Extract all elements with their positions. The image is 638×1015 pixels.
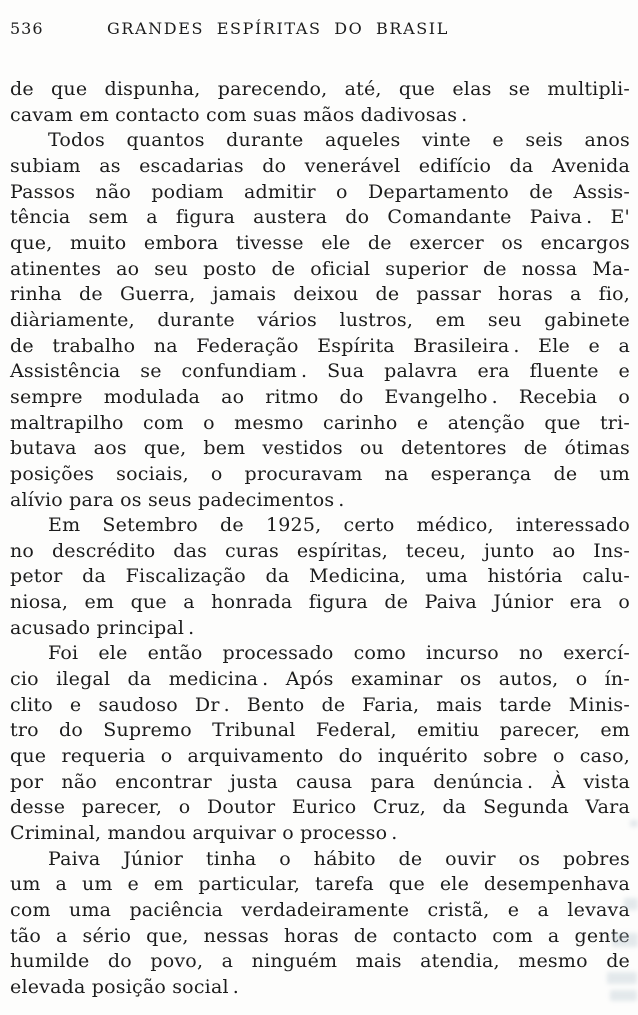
text-line: atinentes ao seu posto de oficial superior de nossa Ma- — [10, 257, 630, 280]
text-line: Passos não podiam admitir o Departamento de Assis- — [10, 180, 630, 203]
text-line: Foi ele então processado como incurso no exercí- — [48, 642, 630, 665]
text-line: acusado principal . — [10, 616, 195, 639]
text-line: Paiva Júnior tinha o hábito de ouvir os pobres — [48, 847, 630, 870]
paragraph — [10, 641, 630, 846]
paragraph — [10, 128, 630, 513]
text-line: butava aos que, bem vestidos ou detentores de ótimas — [10, 437, 630, 460]
text-line: que, muito embora tivesse ele de exercer os encargos — [10, 231, 630, 254]
paragraph — [10, 77, 630, 128]
text-line: humilde do povo, a ninguém mais atendia, mesmo de — [10, 950, 630, 973]
text-line: clito e saudoso Dr . Bento de Faria, mais tarde Minis- — [10, 693, 630, 716]
text-line: cavam em contacto com suas mãos dadivosas . — [10, 103, 468, 126]
bleed-through-artifact — [630, 820, 638, 827]
text-line: desse parecer, o Doutor Eurico Cruz, da Segunda Vara — [10, 796, 630, 819]
text-line: tão a sério que, nessas horas de contacto com a gente — [10, 924, 630, 947]
bleed-through-artifact — [607, 972, 637, 984]
text-line: tro do Supremo Tribunal Federal, emitiu parecer, em — [10, 719, 630, 742]
text-line: subiam as escadarias do venerável edifício da Avenida — [10, 154, 630, 177]
paragraph — [10, 513, 630, 641]
text-line: um a um e em particular, tarefa que ele desempenhava — [10, 873, 630, 896]
text-line: niosa, em que a honrada figura de Paiva Júnior era o — [10, 591, 630, 614]
text-line: com uma paciência verdadeiramente cristã, e a levava — [10, 899, 630, 921]
text-line: de trabalho na Federação Espírita Brasileira . Ele e a — [10, 334, 630, 357]
page-body-text — [10, 77, 630, 1001]
running-header — [10, 19, 628, 39]
text-line: Assistência se confundiam . Sua palavra era fluente e — [10, 360, 630, 383]
running-title: GRANDES ESPÍRITAS DO BRASIL — [107, 19, 449, 38]
bleed-through-artifact — [612, 933, 638, 947]
page-number: 536 — [10, 19, 44, 38]
text-line: por não encontrar justa causa para denúncia . À vista — [10, 770, 630, 793]
text-line: cio ilegal da medicina . Após examinar os autos, o ín- — [10, 668, 630, 691]
text-line: diàriamente, durante vários lustros, em seu gabinete — [10, 308, 630, 331]
text-line: Criminal, mandou arquivar o processo . — [10, 822, 398, 845]
text-line: tência sem a figura austera do Comandante Paiva . E' — [10, 206, 630, 229]
text-line: alívio para os seus padecimentos . — [10, 488, 345, 511]
text-line: maltrapilho com o mesmo carinho e atenção que tri- — [10, 411, 630, 434]
text-line: no descrédito das curas espíritas, teceu, junto ao Ins- — [10, 539, 630, 562]
text-line: Em Setembro de 1925, certo médico, interessado — [48, 514, 630, 537]
text-line: elevada posição social . — [10, 975, 239, 998]
text-line: rinha de Guerra, jamais deixou de passar horas a fio, — [10, 283, 630, 306]
text-line: que requeria o arquivamento do inquérito sobre o caso, — [10, 745, 630, 768]
paragraph — [10, 847, 630, 1001]
text-line: posições sociais, o procuravam na esperança de um — [10, 462, 630, 485]
bleed-through-artifact — [624, 898, 638, 910]
text-line: sempre modulada ao ritmo do Evangelho . Recebia o — [10, 385, 630, 408]
text-line: Todos quantos durante aqueles vinte e seis anos — [48, 129, 630, 152]
bleed-through-artifact — [610, 990, 637, 1001]
text-line: de que dispunha, parecendo, até, que elas se multipli- — [10, 78, 630, 100]
text-line: petor da Fiscalização da Medicina, uma história calu- — [10, 565, 630, 588]
